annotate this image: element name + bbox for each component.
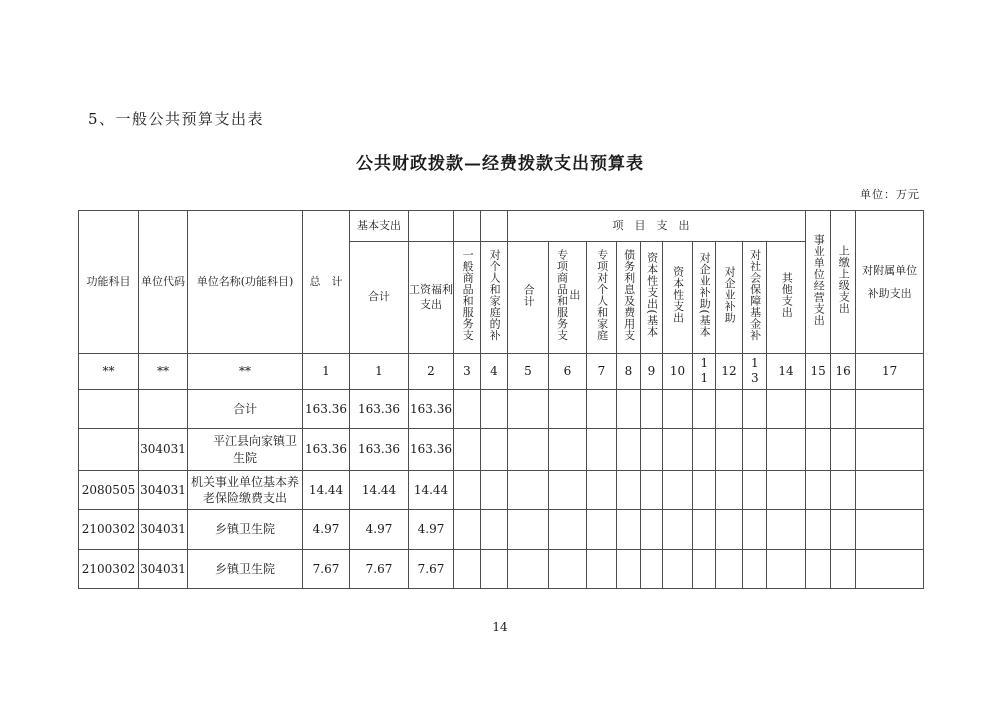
empty-cell [716,390,743,429]
upper-level-payment-label: 上缴上级支出 [837,245,851,315]
empty-cell [767,510,806,550]
empty-header-cell [409,211,454,242]
column-index-wrapped: 13 [751,356,759,386]
capital-expenditure-header [663,242,693,354]
empty-cell [508,510,549,550]
empty-cell [856,510,924,550]
grand-total-cell: 163.36 [303,390,350,429]
budget-expenditure-table [78,210,924,589]
functional-subject-cell: 2100302 [79,510,139,550]
capital-expenditure-basic-header [641,242,663,354]
unit-code-cell: 304031 [139,510,188,550]
unit-name-cell: 乡镇卫生院 [188,510,303,550]
empty-cell [641,390,663,429]
empty-cell [549,510,587,550]
salary-welfare-header: 工资福利支出 [409,242,454,354]
unit-name-cell: 合计 [188,390,303,429]
unit-code-cell [139,390,188,429]
unit-name-cell: 乡镇卫生院 [188,550,303,589]
table-row [79,429,924,471]
empty-cell [508,429,549,471]
empty-cell [617,550,641,589]
empty-cell [831,390,856,429]
column-index-cell: 17 [856,354,924,390]
basic-subtotal-header: 合计 [350,242,409,354]
debt-interest-fee-header [617,242,641,354]
capital-expenditure-basic-label: 资本性支出(基本 [645,252,659,338]
empty-cell [767,471,806,510]
empty-cell [806,510,831,550]
special-personal-family-header [587,242,617,354]
empty-cell [587,429,617,471]
functional-subject-cell: 2080505 [79,471,139,510]
empty-cell [454,510,481,550]
column-index-cell: ** [79,354,139,390]
project-subtotal-header [508,242,549,354]
special-personal-family-label: 专项对个人和家庭 [595,249,609,342]
column-index-cell [743,354,767,390]
column-index-cell: 2 [409,354,454,390]
grand-total-cell: 7.67 [303,550,350,589]
empty-cell [508,390,549,429]
basic-subtotal-cell: 163.36 [350,390,409,429]
unit-label: 单位：万元 [860,188,920,201]
column-index-cell: 3 [454,354,481,390]
empty-cell [454,471,481,510]
basic-subtotal-cell: 163.36 [350,429,409,471]
affiliated-unit-subsidy-label: 对附属单位补助支出 [862,263,918,300]
empty-cell [481,429,508,471]
empty-cell [716,471,743,510]
empty-cell [831,550,856,589]
social-security-fund-label: 对社会保障基金补 [748,249,762,342]
business-unit-operation-label: 事业单位经营支出 [812,233,826,326]
debt-interest-fee-label: 债务利息及费用支 [622,249,636,342]
unit-code-header: 单位代码 [139,211,188,354]
empty-cell [743,390,767,429]
empty-cell [663,390,693,429]
empty-cell [641,471,663,510]
empty-cell [693,390,716,429]
empty-header-cell [481,211,508,242]
affiliated-unit-subsidy-header [856,211,924,354]
column-index-cell: 12 [716,354,743,390]
business-unit-operation-header [806,211,831,354]
enterprise-subsidy-basic-label: 对企业补助(基本 [698,252,712,338]
column-index-wrapped: 11 [700,356,709,386]
unit-code-cell: 304031 [139,429,188,471]
empty-cell [617,471,641,510]
empty-cell [617,390,641,429]
column-index-cell: 4 [481,354,508,390]
empty-cell [856,550,924,589]
unit-name-cell: 平江县向家镇卫生院 [188,429,303,471]
empty-cell [663,471,693,510]
general-goods-services-label: 一般商品和服务支 [461,249,475,342]
empty-cell [806,471,831,510]
salary-welfare-cell: 4.97 [409,510,454,550]
header-group-row [79,211,924,242]
empty-cell [806,390,831,429]
column-index-cell: 1 [350,354,409,390]
empty-cell [641,510,663,550]
column-index-cell: 10 [663,354,693,390]
functional-subject-cell [79,390,139,429]
empty-cell [767,429,806,471]
personal-family-subsidy-label: 对个人和家庭的补 [488,249,502,342]
section-heading: 5、一般公共预算支出表 [88,110,265,128]
column-index-cell: 8 [617,354,641,390]
grand-total-cell: 163.36 [303,429,350,471]
empty-cell [587,471,617,510]
empty-cell [806,550,831,589]
empty-cell [743,429,767,471]
empty-cell [716,550,743,589]
empty-cell [767,390,806,429]
empty-cell [856,429,924,471]
salary-welfare-cell: 14.44 [409,471,454,510]
empty-cell [508,471,549,510]
empty-cell [587,510,617,550]
personal-family-subsidy-header [481,242,508,354]
general-goods-services-header [454,242,481,354]
empty-cell [454,390,481,429]
upper-level-payment-header [831,211,856,354]
basic-subtotal-cell: 7.67 [350,550,409,589]
column-index-cell: 16 [831,354,856,390]
empty-cell [481,510,508,550]
empty-cell [716,510,743,550]
unit-code-cell: 304031 [139,471,188,510]
salary-welfare-cell: 7.67 [409,550,454,589]
functional-subject-cell [79,429,139,471]
empty-cell [641,429,663,471]
empty-cell [806,429,831,471]
column-index-cell: ** [139,354,188,390]
grand-total-header: 总 计 [303,211,350,354]
empty-cell [831,471,856,510]
special-goods-services-label: 专项商品和服务支出 [555,249,581,342]
empty-cell [549,550,587,589]
column-index-cell: 15 [806,354,831,390]
empty-cell [549,429,587,471]
column-index-cell: 9 [641,354,663,390]
empty-cell [767,550,806,589]
empty-cell [454,550,481,589]
basic-subtotal-cell: 14.44 [350,471,409,510]
project-subtotal-label: 合计 [522,283,536,307]
empty-cell [716,429,743,471]
other-expenditure-label: 其他支出 [780,272,794,319]
empty-cell [743,510,767,550]
empty-cell [663,550,693,589]
empty-cell [481,550,508,589]
empty-cell [663,429,693,471]
empty-cell [481,471,508,510]
empty-cell [693,510,716,550]
column-index-cell: ** [188,354,303,390]
empty-cell [831,510,856,550]
empty-cell [693,550,716,589]
functional-subject-cell: 2100302 [79,550,139,589]
empty-cell [481,390,508,429]
other-expenditure-header [767,242,806,354]
column-index-cell: 1 [303,354,350,390]
table-row [79,390,924,429]
table-row [79,471,924,510]
column-index-cell: 7 [587,354,617,390]
salary-welfare-cell: 163.36 [409,390,454,429]
empty-cell [856,390,924,429]
social-security-fund-header [743,242,767,354]
column-index-row [79,354,924,390]
empty-cell [508,550,549,589]
empty-cell [617,429,641,471]
empty-cell [693,471,716,510]
basic-subtotal-cell: 4.97 [350,510,409,550]
empty-cell [856,471,924,510]
page-title: 公共财政拨款—经费拨款支出预算表 [356,154,644,174]
empty-cell [587,390,617,429]
empty-cell [831,429,856,471]
empty-cell [549,471,587,510]
column-index-cell: 14 [767,354,806,390]
project-expenditure-group-header: 项目支出 [508,211,806,242]
grand-total-cell: 14.44 [303,471,350,510]
unit-name-cell: 机关事业单位基本养老保险缴费支出 [188,471,303,510]
empty-cell [587,550,617,589]
unit-name-header: 单位名称(功能科目) [188,211,303,354]
empty-cell [693,429,716,471]
enterprise-subsidy-header [716,242,743,354]
grand-total-cell: 4.97 [303,510,350,550]
column-index-cell [693,354,716,390]
empty-cell [743,550,767,589]
special-goods-services-header [549,242,587,354]
enterprise-subsidy-basic-header [693,242,716,354]
unit-code-cell: 304031 [139,550,188,589]
enterprise-subsidy-label: 对企业补助 [723,266,737,324]
empty-header-cell [454,211,481,242]
capital-expenditure-label: 资本性支出 [671,266,685,324]
column-index-cell: 5 [508,354,549,390]
table-row [79,550,924,589]
empty-cell [743,471,767,510]
empty-cell [617,510,641,550]
column-index-cell: 6 [549,354,587,390]
functional-subject-header: 功能科目 [79,211,139,354]
page-number: 14 [492,620,508,634]
empty-cell [663,510,693,550]
salary-welfare-cell: 163.36 [409,429,454,471]
table-row [79,510,924,550]
empty-cell [549,390,587,429]
empty-cell [454,429,481,471]
basic-expenditure-group-header: 基本支出 [350,211,409,242]
empty-cell [641,550,663,589]
